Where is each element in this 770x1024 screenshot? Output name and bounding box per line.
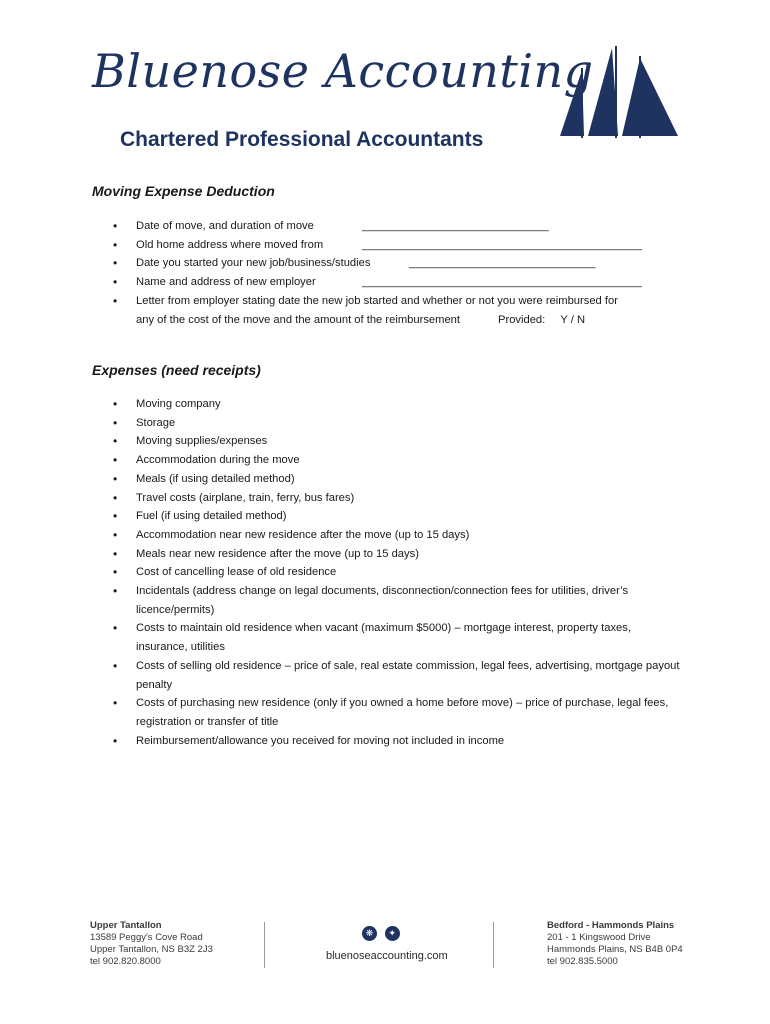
provided-field xyxy=(498,311,585,330)
office-heading: Upper Tantallon xyxy=(90,920,162,931)
sailboat-icon xyxy=(544,40,684,150)
list-item: • Costs to maintain old residence when vacant (maximum $5000) – mortgage interest, property taxes, insurance, utilities xyxy=(92,619,682,656)
list-item: • Reimbursement/allowance you received for moving not included in income xyxy=(92,732,682,751)
footer-divider xyxy=(493,922,494,968)
page-footer xyxy=(0,920,770,980)
list-item: • Incidentals (address change on legal documents, disconnection/connection fees for utilities, driver’s licence/permits) xyxy=(92,582,682,619)
list-item xyxy=(92,254,682,273)
moving-checklist xyxy=(92,217,682,329)
brand-name: Bluenose Accounting xyxy=(92,44,594,98)
item-label: Old home address where moved from xyxy=(136,238,324,251)
office-bedford xyxy=(547,920,683,968)
provided-options[interactable]: Y / N xyxy=(560,313,586,326)
list-item: • Cost of cancelling lease of old residence xyxy=(92,563,682,582)
item-label: Date of move, and duration of move xyxy=(136,220,314,232)
letter-requirement: Letter from employer stating date the new job started and whether or not you were reimbursed for any of the cost of the move and the amount of the reimbursement xyxy=(136,294,618,326)
list-item: • Accommodation during the move xyxy=(92,451,682,470)
list-item xyxy=(92,273,682,292)
list-item: • Costs of selling old residence – price of sale, real estate commission, legal fees, advertising, mortgage payout penalty xyxy=(92,657,682,694)
list-item: • Meals (if using detailed method) xyxy=(92,470,682,489)
list-item: • Moving supplies/expenses xyxy=(92,432,682,451)
list-item: • Moving company xyxy=(92,395,682,414)
list-item xyxy=(92,292,682,329)
list-item: • Travel costs (airplane, train, ferry, bus fares) xyxy=(92,489,682,508)
social-links xyxy=(362,926,405,941)
fill-in-blank[interactable]: ______________________________ xyxy=(409,257,596,270)
fill-in-blank[interactable]: _____________________________________________ xyxy=(362,238,642,251)
company-logo xyxy=(88,40,688,160)
fill-in-blank[interactable]: _____________________________________________ xyxy=(362,276,642,289)
list-item: • Costs of purchasing new residence (only if you owned a home before move) – price of purchase, legal fees, registration or transfer of title xyxy=(92,694,682,731)
item-label: Name and address of new employer xyxy=(136,276,316,289)
website-link[interactable]: bluenoseaccounting.com xyxy=(326,950,448,962)
office-address-line: 13589 Peggy's Cove Road xyxy=(90,932,203,943)
office-address-line: Hammonds Plains, NS B4B 0P4 xyxy=(547,944,683,955)
twitter-icon[interactable]: ✦ xyxy=(385,926,400,941)
office-phone: tel 902.820.8000 xyxy=(90,956,161,967)
office-address-line: 201 - 1 Kingswood Drive xyxy=(547,932,651,943)
office-phone: tel 902.835.5000 xyxy=(547,956,618,967)
office-heading: Bedford - Hammonds Plains xyxy=(547,920,675,931)
footer-divider xyxy=(264,922,265,968)
list-item xyxy=(92,236,682,255)
office-upper-tantallon xyxy=(90,920,213,968)
office-address-line: Upper Tantallon, NS B3Z 2J3 xyxy=(90,944,213,955)
item-label: Date you started your new job/business/studies xyxy=(136,257,371,270)
list-item: • Meals near new residence after the move (up to 15 days) xyxy=(92,545,682,564)
provided-label: Provided: xyxy=(498,313,546,326)
moving-section-title: Moving Expense Deduction xyxy=(92,183,275,199)
brand-tagline: Chartered Professional Accountants xyxy=(120,128,484,151)
list-item: • Accommodation near new residence after the move (up to 15 days) xyxy=(92,526,682,545)
list-item: • Fuel (if using detailed method) xyxy=(92,507,682,526)
expenses-list xyxy=(92,395,682,750)
fill-in-blank[interactable]: ______________________________ xyxy=(362,220,549,232)
expenses-section-title: Expenses (need receipts) xyxy=(92,362,261,378)
list-item xyxy=(92,217,682,236)
list-item: • Storage xyxy=(92,414,682,433)
yelp-icon[interactable]: ❋ xyxy=(362,926,377,941)
